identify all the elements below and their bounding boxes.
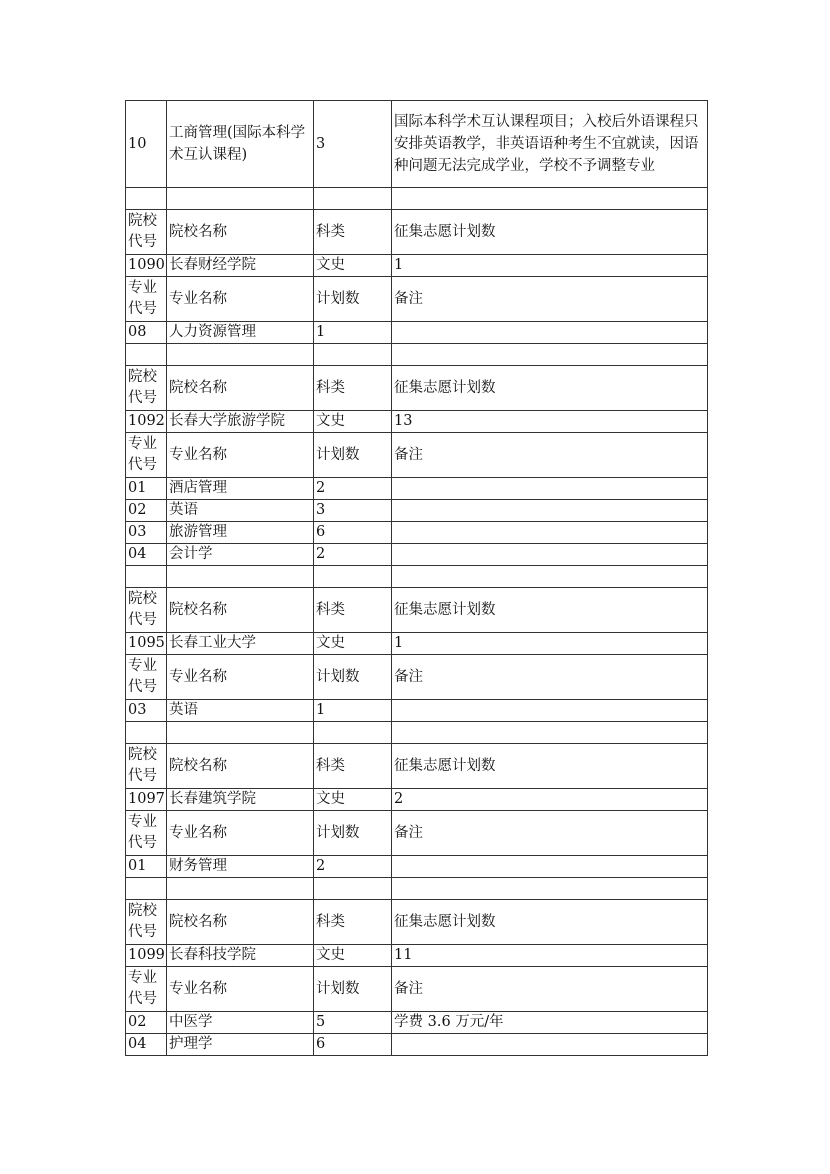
major-name-cell: 财务管理 bbox=[167, 856, 314, 878]
empty-cell bbox=[392, 566, 708, 588]
major-code-cell: 04 bbox=[126, 544, 167, 566]
major-code-cell: 08 bbox=[126, 322, 167, 344]
note-cell bbox=[392, 544, 708, 566]
empty-cell bbox=[167, 722, 314, 744]
major-code-cell: 02 bbox=[126, 1012, 167, 1034]
empty-cell bbox=[314, 722, 392, 744]
plan-header: 计划数 bbox=[314, 433, 392, 478]
major-code-cell: 10 bbox=[126, 101, 167, 188]
major-header-row bbox=[126, 655, 708, 700]
note-header: 备注 bbox=[392, 277, 708, 322]
note-header: 备注 bbox=[392, 655, 708, 700]
school-code-header: 院校 代号 bbox=[126, 588, 167, 633]
plan-cell: 2 bbox=[314, 856, 392, 878]
note-cell: 学费 3.6 万元/年 bbox=[392, 1012, 708, 1034]
blank-row bbox=[126, 188, 708, 210]
school-header-row bbox=[126, 210, 708, 255]
category-cell: 文史 bbox=[314, 633, 392, 655]
school-code-header: 院校 代号 bbox=[126, 900, 167, 945]
school-row bbox=[126, 789, 708, 811]
quota-cell: 1 bbox=[392, 255, 708, 277]
empty-cell bbox=[314, 188, 392, 210]
empty-cell bbox=[392, 722, 708, 744]
quota-cell: 11 bbox=[392, 945, 708, 967]
note-cell bbox=[392, 1034, 708, 1056]
school-row bbox=[126, 945, 708, 967]
school-name-cell: 长春建筑学院 bbox=[167, 789, 314, 811]
category-header: 科类 bbox=[314, 210, 392, 255]
major-name-header: 专业名称 bbox=[167, 967, 314, 1012]
plan-cell: 1 bbox=[314, 700, 392, 722]
school-code-header: 院校 代号 bbox=[126, 210, 167, 255]
major-code-cell: 01 bbox=[126, 856, 167, 878]
major-code-header: 专业 代号 bbox=[126, 433, 167, 478]
school-name-cell: 长春科技学院 bbox=[167, 945, 314, 967]
note-cell bbox=[392, 322, 708, 344]
plan-cell: 3 bbox=[314, 500, 392, 522]
note-cell bbox=[392, 700, 708, 722]
empty-cell bbox=[314, 878, 392, 900]
major-row bbox=[126, 500, 708, 522]
major-code-header: 专业 代号 bbox=[126, 811, 167, 856]
quota-header: 征集志愿计划数 bbox=[392, 588, 708, 633]
major-code-cell: 03 bbox=[126, 700, 167, 722]
major-code-cell: 01 bbox=[126, 478, 167, 500]
major-row bbox=[126, 322, 708, 344]
blank-row bbox=[126, 722, 708, 744]
quota-header: 征集志愿计划数 bbox=[392, 744, 708, 789]
admission-plan-table bbox=[125, 100, 708, 1056]
plan-cell: 2 bbox=[314, 544, 392, 566]
school-code-cell: 1097 bbox=[126, 789, 167, 811]
table-row bbox=[126, 101, 708, 188]
school-header-row bbox=[126, 366, 708, 411]
empty-cell bbox=[167, 878, 314, 900]
school-header-row bbox=[126, 744, 708, 789]
quota-header: 征集志愿计划数 bbox=[392, 900, 708, 945]
major-name-header: 专业名称 bbox=[167, 655, 314, 700]
blank-row bbox=[126, 344, 708, 366]
empty-cell bbox=[167, 566, 314, 588]
note-cell bbox=[392, 522, 708, 544]
major-name-cell: 英语 bbox=[167, 500, 314, 522]
category-header: 科类 bbox=[314, 588, 392, 633]
quota-header: 征集志愿计划数 bbox=[392, 366, 708, 411]
major-name-cell: 中医学 bbox=[167, 1012, 314, 1034]
note-header: 备注 bbox=[392, 433, 708, 478]
plan-header: 计划数 bbox=[314, 277, 392, 322]
note-header: 备注 bbox=[392, 967, 708, 1012]
school-row bbox=[126, 411, 708, 433]
empty-cell bbox=[314, 344, 392, 366]
school-name-cell: 长春工业大学 bbox=[167, 633, 314, 655]
school-header-row bbox=[126, 588, 708, 633]
category-cell: 文史 bbox=[314, 789, 392, 811]
school-name-header: 院校名称 bbox=[167, 366, 314, 411]
major-row bbox=[126, 700, 708, 722]
school-row bbox=[126, 255, 708, 277]
school-code-cell: 1095 bbox=[126, 633, 167, 655]
school-code-cell: 1090 bbox=[126, 255, 167, 277]
empty-cell bbox=[167, 344, 314, 366]
empty-cell bbox=[167, 188, 314, 210]
school-name-header: 院校名称 bbox=[167, 744, 314, 789]
note-cell bbox=[392, 478, 708, 500]
blank-row bbox=[126, 878, 708, 900]
empty-cell bbox=[126, 344, 167, 366]
major-name-cell: 英语 bbox=[167, 700, 314, 722]
school-name-cell: 长春财经学院 bbox=[167, 255, 314, 277]
empty-cell bbox=[392, 344, 708, 366]
note-cell bbox=[392, 856, 708, 878]
major-header-row bbox=[126, 967, 708, 1012]
major-header-row bbox=[126, 277, 708, 322]
major-code-cell: 03 bbox=[126, 522, 167, 544]
major-name-header: 专业名称 bbox=[167, 811, 314, 856]
blank-row bbox=[126, 566, 708, 588]
category-header: 科类 bbox=[314, 744, 392, 789]
school-code-header: 院校 代号 bbox=[126, 366, 167, 411]
major-header-row bbox=[126, 811, 708, 856]
plan-cell: 2 bbox=[314, 478, 392, 500]
empty-cell bbox=[314, 566, 392, 588]
major-row bbox=[126, 544, 708, 566]
plan-header: 计划数 bbox=[314, 967, 392, 1012]
plan-cell: 6 bbox=[314, 1034, 392, 1056]
empty-cell bbox=[126, 722, 167, 744]
major-name-header: 专业名称 bbox=[167, 433, 314, 478]
plan-cell: 1 bbox=[314, 322, 392, 344]
quota-cell: 1 bbox=[392, 633, 708, 655]
empty-cell bbox=[126, 566, 167, 588]
school-name-header: 院校名称 bbox=[167, 900, 314, 945]
category-cell: 文史 bbox=[314, 945, 392, 967]
major-row bbox=[126, 478, 708, 500]
major-row bbox=[126, 522, 708, 544]
major-row bbox=[126, 1012, 708, 1034]
major-name-header: 专业名称 bbox=[167, 277, 314, 322]
quota-cell: 13 bbox=[392, 411, 708, 433]
school-header-row bbox=[126, 900, 708, 945]
plan-cell: 5 bbox=[314, 1012, 392, 1034]
school-row bbox=[126, 633, 708, 655]
note-cell bbox=[392, 500, 708, 522]
major-code-cell: 04 bbox=[126, 1034, 167, 1056]
quota-header: 征集志愿计划数 bbox=[392, 210, 708, 255]
major-row bbox=[126, 856, 708, 878]
school-code-cell: 1099 bbox=[126, 945, 167, 967]
major-name-cell: 会计学 bbox=[167, 544, 314, 566]
major-name-cell: 人力资源管理 bbox=[167, 322, 314, 344]
category-cell: 文史 bbox=[314, 255, 392, 277]
school-name-cell: 长春大学旅游学院 bbox=[167, 411, 314, 433]
school-name-header: 院校名称 bbox=[167, 588, 314, 633]
note-cell: 国际本科学术互认课程项目；入校后外语课程只安排英语教学，非英语语种考生不宜就读，因语种问题无法完成学业，学校不予调整专业 bbox=[392, 101, 708, 188]
major-code-cell: 02 bbox=[126, 500, 167, 522]
major-code-header: 专业 代号 bbox=[126, 277, 167, 322]
plan-cell: 3 bbox=[314, 101, 392, 188]
empty-cell bbox=[392, 188, 708, 210]
quota-cell: 2 bbox=[392, 789, 708, 811]
category-cell: 文史 bbox=[314, 411, 392, 433]
category-header: 科类 bbox=[314, 900, 392, 945]
major-name-cell: 护理学 bbox=[167, 1034, 314, 1056]
empty-cell bbox=[126, 188, 167, 210]
school-code-cell: 1092 bbox=[126, 411, 167, 433]
major-row bbox=[126, 1034, 708, 1056]
plan-cell: 6 bbox=[314, 522, 392, 544]
major-code-header: 专业 代号 bbox=[126, 655, 167, 700]
school-name-header: 院校名称 bbox=[167, 210, 314, 255]
plan-header: 计划数 bbox=[314, 655, 392, 700]
major-code-header: 专业 代号 bbox=[126, 967, 167, 1012]
plan-header: 计划数 bbox=[314, 811, 392, 856]
major-name-cell: 旅游管理 bbox=[167, 522, 314, 544]
empty-cell bbox=[126, 878, 167, 900]
school-code-header: 院校 代号 bbox=[126, 744, 167, 789]
major-header-row bbox=[126, 433, 708, 478]
category-header: 科类 bbox=[314, 366, 392, 411]
empty-cell bbox=[392, 878, 708, 900]
major-name-cell: 工商管理(国际本科学术互认课程) bbox=[167, 101, 314, 188]
note-header: 备注 bbox=[392, 811, 708, 856]
major-name-cell: 酒店管理 bbox=[167, 478, 314, 500]
